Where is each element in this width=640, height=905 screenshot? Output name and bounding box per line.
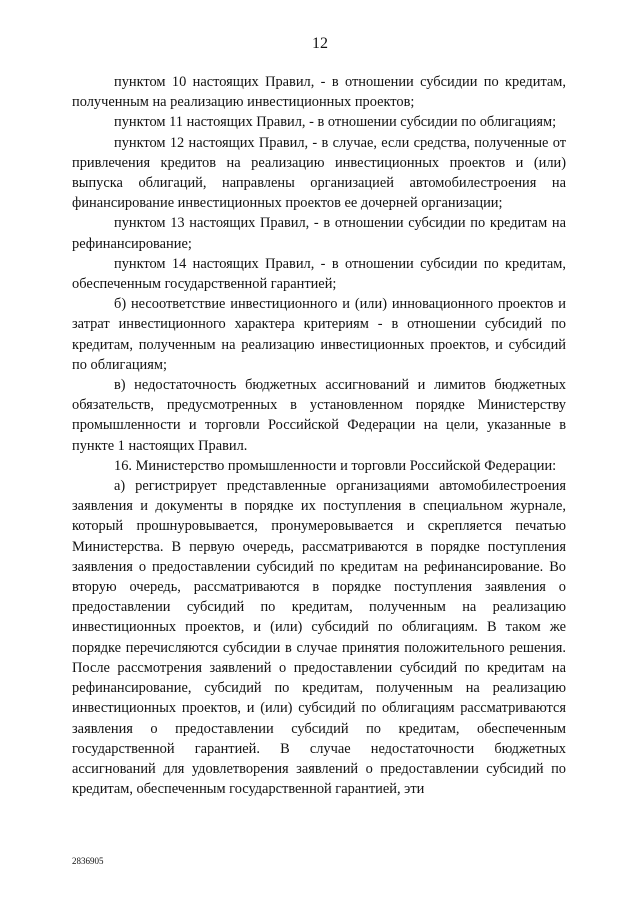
- paragraph-subitem-v: в) недостаточность бюджетных ассигнований и лимитов бюджетных обязательств, предусмотренных в установленном порядке Министерству промышленности и торговли Российской Федерации на цели, указанные в пункте 1 настоящих Правил.: [72, 377, 566, 454]
- paragraph-clause-16: 16. Министерство промышленности и торговли Российской Федерации:: [114, 457, 557, 474]
- paragraph-item-10: пунктом 10 настоящих Правил, - в отношении субсидии по кредитам, полученным на реализацию инвестиционных проектов;: [72, 74, 566, 111]
- document-code: 2836905: [72, 856, 104, 866]
- paragraph-subitem-a: а) регистрирует представленные организациями автомобилестроения заявления и документы в порядке их поступления в специальном журнале, который прошнуровывается, пронумеровывается и скрепляется печатью Министерства. В первую очередь, рассматриваются в порядке поступления заявления о предоставлении субсидий по кредитам на рефинансирование. Во вторую очередь, рассматриваются в порядке поступления заявления о предоставлении субсидий по кредитам, полученным на реализацию инвестиционных проектов, и (или) субсидий по облигациям. В таком же порядке перечисляются субсидии в случае принятия положительного решения. После рассмотрения заявлений о предоставлении субсидий по кредитам на рефинансирование, субсидий по кредитам, полученным на реализацию инвестиционных проектов, и (или) субсидий по облигациям рассматриваются заявления о предоставлении субсидий по кредитам, обеспеченным государственной гарантией. В случае недостаточности бюджетных ассигнований для удовлетворения заявлений о предоставлении субсидий по кредитам, обеспеченным государственной гарантией, эти: [72, 478, 566, 798]
- paragraph-item-12: пунктом 12 настоящих Правил, - в случае, если средства, полученные от привлечения кредитов на реализацию инвестиционных проектов и (или) выпуска облигаций, направлены организацией автомобилестроения на финансирование инвестиционных проектов ее дочерней организации;: [72, 134, 566, 212]
- paragraph-item-13: пунктом 13 настоящих Правил, - в отношении субсидии по кредитам на рефинансирование;: [72, 215, 566, 252]
- paragraph-item-14: пунктом 14 настоящих Правил, - в отношении субсидии по кредитам, обеспеченным государственной гарантией;: [72, 255, 566, 293]
- page-number: 12: [312, 35, 328, 52]
- document-body: [72, 72, 566, 799]
- paragraph-item-11: пунктом 11 настоящих Правил, - в отношении субсидии по облигациям;: [114, 114, 557, 131]
- paragraph-subitem-b: б) несоответствие инвестиционного и (или) инновационного проектов и затрат инвестиционного характера критериям - в отношении субсидий по кредитам, полученным на реализацию инвестиционных проектов, и субсидий по облигациям;: [72, 296, 566, 373]
